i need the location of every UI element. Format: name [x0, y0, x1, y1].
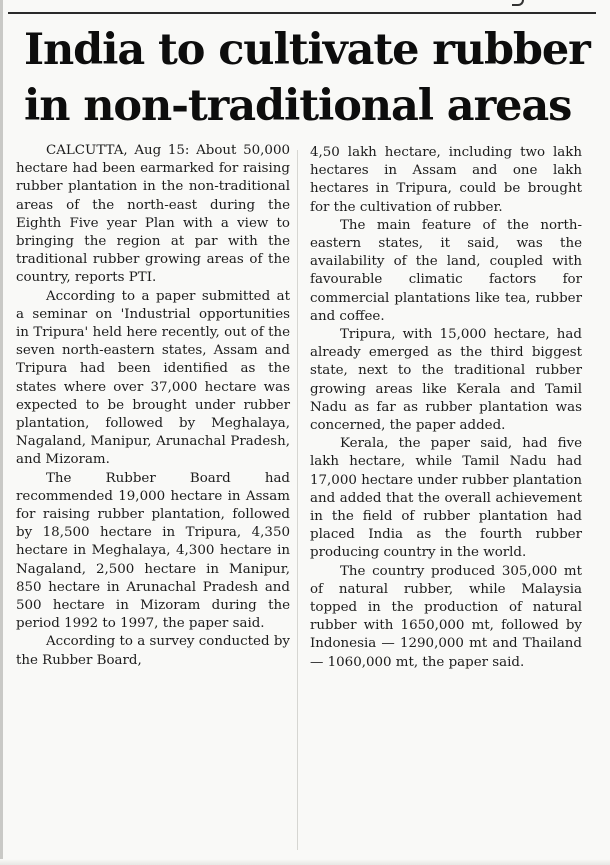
paragraph: According to a survey conducted by the Rubber Board,: [16, 634, 290, 668]
top-rule: [8, 12, 596, 14]
page-edge: [0, 0, 3, 865]
paragraph: The Rubber Board had recommended 19,000 hectare in Assam for raising rubber plantation, followed by 18,500 hectare in Tripura, 4,350 hectare in Meghalaya, 4,300 hectare in Nagaland, 2,500 hectare in Manipur, 850 hectare in Arunachal Pradesh and 500 hectare in Mizoram during the period 1992 to 1997, the paper said.: [16, 470, 290, 632]
page-bottom-edge: [0, 859, 610, 865]
paragraph: Kerala, the paper said, had five lakh hectare, while Tamil Nadu had 17,000 hectare under rubber plantation and added that the overall achievement in the field of rubber plantation had placed India as the fourth rubber producing country in the world.: [310, 436, 582, 561]
article-column-left: [16, 142, 290, 670]
article-column-right: [310, 144, 582, 672]
paragraph: According to a paper submitted at a seminar on 'Industrial opportunities in Tripura' held here recently, out of the seven north-eastern states, Assam and Tripura had been identified as the states where over 37,000 hectare was expected to be brought under rubber plantation, followed by Meghalaya, Nagaland, Manipur, Arunachal Pradesh, and Mizoram.: [16, 288, 290, 468]
paragraph: CALCUTTA, Aug 15: About 50,000 hectare had been earmarked for raising rubber plantation in the non-traditional areas of the north-east during the Eighth Five year Plan with a view to bringing the region at par with the traditional rubber growing areas of the country, reports PTI.: [16, 143, 290, 286]
paragraph: The main feature of the north-eastern states, it said, was the availability of the land, coupled with favourable climatic factors for commercial plantations like tea, rubber and coffee.: [310, 217, 582, 324]
paragraph-continued: 4,50 lakh hectare, including two lakh hectares in Assam and one lakh hectares in Tripura, could be brought for the cultivation of rubber.: [310, 145, 582, 215]
clipping-corner-mark: [512, 0, 524, 6]
headline-line-1: India to cultivate rubber: [24, 25, 590, 75]
paragraph: Tripura, with 15,000 hectare, had already emerged as the third biggest state, next to the traditional rubber growing areas like Kerala and Tamil Nadu as far as rubber plantation was concerned, the paper added.: [310, 327, 582, 434]
headline: [24, 22, 594, 134]
paragraph: The country produced 305,000 mt of natural rubber, while Malaysia topped in the production of natural rubber with 1650,000 mt, followed by Indonesia — 1290,000 mt and Thailand — 1060,000 mt, the paper said.: [310, 563, 582, 670]
column-divider: [297, 150, 298, 850]
headline-line-2: in non-traditional areas: [24, 81, 572, 131]
